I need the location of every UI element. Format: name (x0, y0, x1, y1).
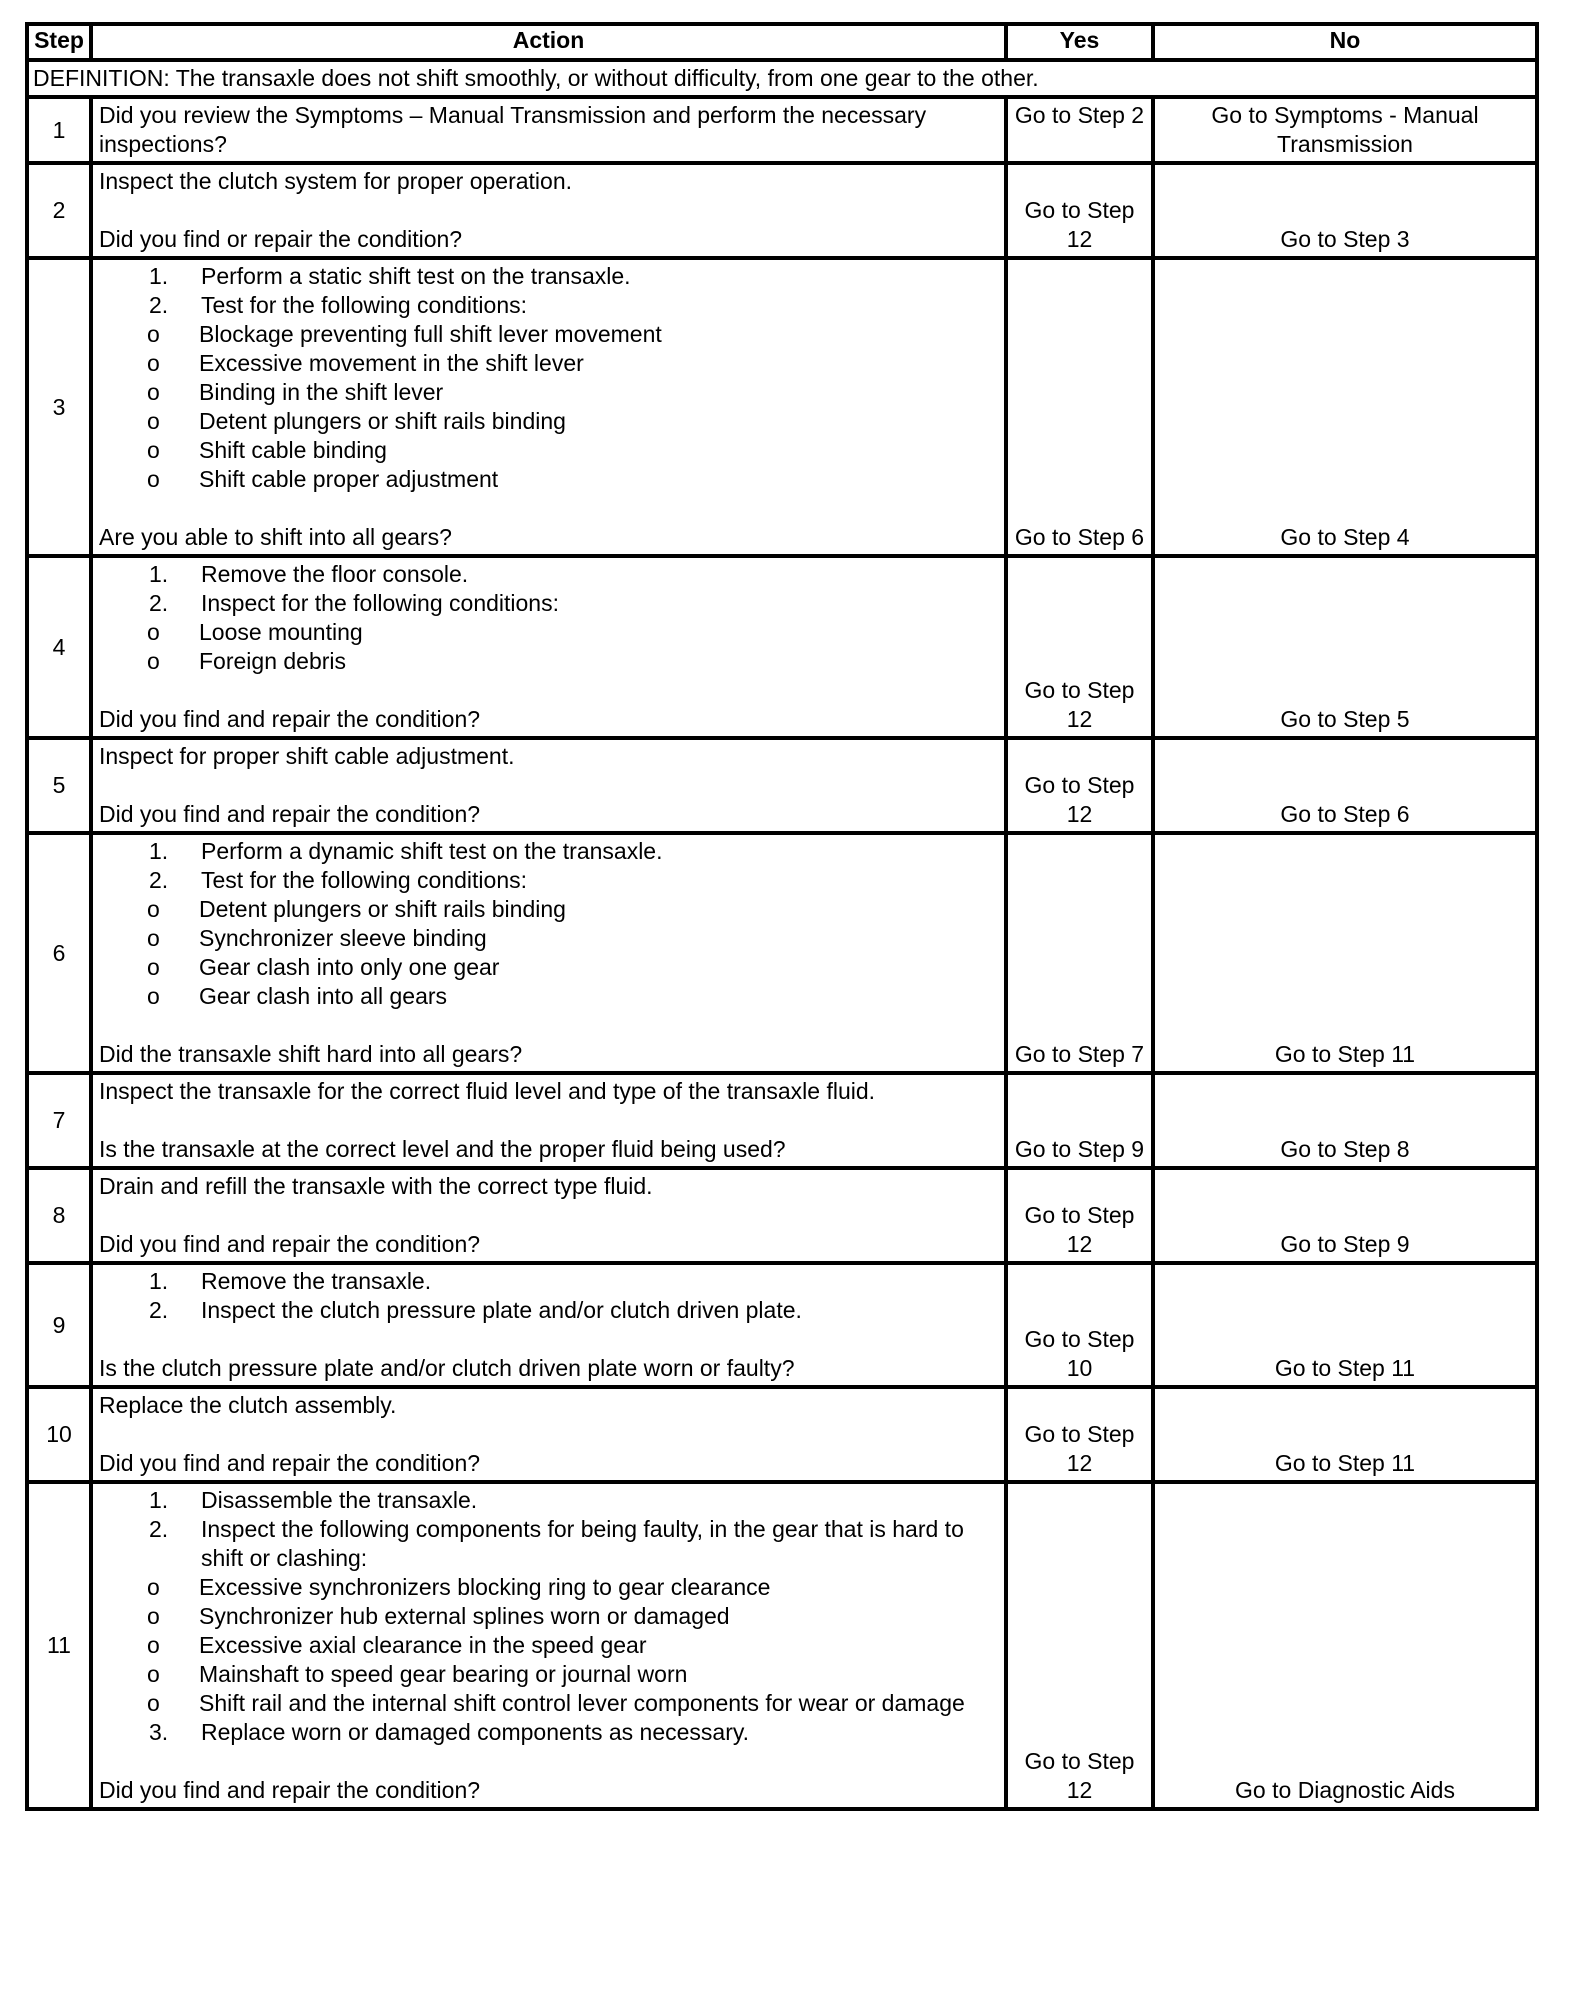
bullet-icon: o (147, 925, 160, 951)
bullet-icon: o (147, 619, 160, 645)
action-cell (91, 1073, 1006, 1168)
condition-list (99, 1573, 998, 1718)
table-row (27, 1263, 1537, 1387)
condition-item (99, 618, 998, 647)
action-question: Did you find and repair the condition? (99, 1231, 481, 1257)
header-yes: Yes (1006, 24, 1153, 60)
no-outcome: Go to Step 4 (1153, 258, 1537, 556)
condition-item (99, 1660, 998, 1689)
action-instruction: Drain and refill the transaxle with the correct type fluid. (99, 1173, 653, 1199)
action-instruction: Did you review the Symptoms – Manual Transmission and perform the necessary inspections? (99, 102, 927, 157)
bullet-icon: o (147, 1603, 160, 1629)
condition-item (99, 982, 998, 1011)
step-number: 10 (27, 1387, 91, 1482)
no-outcome: Go to Symptoms - Manual Transmission (1153, 97, 1537, 163)
step-text: Disassemble the transaxle. (201, 1487, 478, 1513)
numbered-steps (99, 1486, 998, 1573)
condition-text: Mainshaft to speed gear bearing or journal worn (199, 1661, 688, 1687)
action-instruction: Replace the clutch assembly. (99, 1392, 397, 1418)
step-number: 5 (27, 738, 91, 833)
table-row (27, 556, 1537, 738)
step-text: Inspect the following components for being faulty, in the gear that is hard to shift or clashing: (201, 1516, 964, 1571)
diagnostic-table-container (25, 22, 1535, 1811)
header-step: Step (27, 24, 91, 60)
step-number: 11 (27, 1482, 91, 1809)
spacer (99, 1106, 998, 1135)
action-cell (91, 1263, 1006, 1387)
action-instruction: Inspect the transaxle for the correct fluid level and type of the transaxle fluid. (99, 1078, 876, 1104)
condition-item (99, 320, 998, 349)
table-row (27, 1387, 1537, 1482)
numbered-steps (99, 1267, 998, 1325)
table-row (27, 1168, 1537, 1263)
header-row (27, 24, 1537, 60)
step-marker: 3. (149, 1719, 169, 1745)
condition-text: Binding in the shift lever (199, 379, 444, 405)
no-outcome: Go to Step 11 (1153, 1263, 1537, 1387)
action-cell (91, 97, 1006, 163)
spacer (99, 1420, 998, 1449)
numbered-step (99, 837, 998, 866)
bullet-icon: o (147, 954, 160, 980)
table-row (27, 163, 1537, 258)
action-instruction: Inspect the clutch system for proper operation. (99, 168, 573, 194)
step-marker: 1. (149, 1487, 169, 1513)
no-outcome: Go to Diagnostic Aids (1153, 1482, 1537, 1809)
spacer (99, 676, 998, 705)
step-text: Perform a static shift test on the transaxle. (201, 263, 631, 289)
condition-text: Excessive movement in the shift lever (199, 350, 584, 376)
bullet-icon: o (147, 1632, 160, 1658)
condition-item (99, 895, 998, 924)
condition-item (99, 465, 998, 494)
yes-outcome: Go to Step 12 (1006, 1168, 1153, 1263)
step-marker: 2. (149, 292, 169, 318)
step-text: Remove the transaxle. (201, 1268, 432, 1294)
step-text: Inspect for the following conditions: (201, 590, 559, 616)
condition-item (99, 349, 998, 378)
table-row (27, 258, 1537, 556)
yes-outcome: Go to Step 12 (1006, 556, 1153, 738)
action-question: Did the transaxle shift hard into all gears? (99, 1041, 523, 1067)
table-row (27, 1482, 1537, 1809)
condition-text: Synchronizer hub external splines worn or damaged (199, 1603, 730, 1629)
numbered-step (99, 1267, 998, 1296)
header-action: Action (91, 24, 1006, 60)
table-row (27, 833, 1537, 1073)
no-outcome: Go to Step 11 (1153, 833, 1537, 1073)
step-marker: 2. (149, 867, 169, 893)
step-marker: 2. (149, 1297, 169, 1323)
action-cell (91, 163, 1006, 258)
action-question: Did you find or repair the condition? (99, 226, 463, 252)
table-row (27, 738, 1537, 833)
action-cell (91, 258, 1006, 556)
condition-list (99, 895, 998, 1011)
condition-text: Gear clash into only one gear (199, 954, 500, 980)
bullet-icon: o (147, 1574, 160, 1600)
numbered-step (99, 1515, 998, 1573)
yes-outcome: Go to Step 12 (1006, 163, 1153, 258)
condition-text: Blockage preventing full shift lever movement (199, 321, 662, 347)
yes-outcome: Go to Step 6 (1006, 258, 1153, 556)
yes-outcome: Go to Step 7 (1006, 833, 1153, 1073)
step-number: 1 (27, 97, 91, 163)
bullet-icon: o (147, 350, 160, 376)
step-text: Test for the following conditions: (201, 867, 528, 893)
yes-outcome: Go to Step 12 (1006, 1387, 1153, 1482)
step-text: Test for the following conditions: (201, 292, 528, 318)
definition-text: DEFINITION: The transaxle does not shift smoothly, or without difficulty, from one gear to the other. (27, 60, 1537, 97)
numbered-step (99, 1718, 998, 1747)
step-number: 3 (27, 258, 91, 556)
condition-text: Detent plungers or shift rails binding (199, 896, 566, 922)
no-outcome: Go to Step 5 (1153, 556, 1537, 738)
spacer (99, 1325, 998, 1354)
condition-list (99, 320, 998, 494)
step-marker: 1. (149, 1268, 169, 1294)
action-question: Is the transaxle at the correct level and the proper fluid being used? (99, 1136, 786, 1162)
condition-text: Excessive synchronizers blocking ring to gear clearance (199, 1574, 771, 1600)
action-cell (91, 1168, 1006, 1263)
condition-text: Shift cable binding (199, 437, 387, 463)
action-cell (91, 556, 1006, 738)
spacer (99, 494, 998, 523)
table-row (27, 1073, 1537, 1168)
step-text: Remove the floor console. (201, 561, 469, 587)
action-question: Did you find and repair the condition? (99, 706, 481, 732)
spacer (99, 196, 998, 225)
numbered-steps (99, 560, 998, 618)
yes-outcome: Go to Step 12 (1006, 738, 1153, 833)
numbered-steps (99, 262, 998, 320)
action-cell (91, 1482, 1006, 1809)
condition-item (99, 378, 998, 407)
step-marker: 2. (149, 1516, 169, 1542)
condition-item (99, 1573, 998, 1602)
condition-text: Shift rail and the internal shift control lever components for wear or damage (199, 1690, 965, 1716)
step-number: 9 (27, 1263, 91, 1387)
bullet-icon: o (147, 466, 160, 492)
numbered-step (99, 291, 998, 320)
condition-text: Foreign debris (199, 648, 347, 674)
action-question: Are you able to shift into all gears? (99, 524, 452, 550)
action-question: Did you find and repair the condition? (99, 1777, 481, 1803)
step-number: 4 (27, 556, 91, 738)
bullet-icon: o (147, 896, 160, 922)
step-marker: 2. (149, 590, 169, 616)
header-no: No (1153, 24, 1537, 60)
condition-text: Gear clash into all gears (199, 983, 448, 1009)
step-text: Perform a dynamic shift test on the transaxle. (201, 838, 663, 864)
action-question: Did you find and repair the condition? (99, 1450, 481, 1476)
action-instruction: Inspect for proper shift cable adjustment. (99, 743, 515, 769)
condition-item (99, 1689, 998, 1718)
yes-outcome: Go to Step 9 (1006, 1073, 1153, 1168)
numbered-steps (99, 1718, 998, 1747)
numbered-step (99, 262, 998, 291)
condition-text: Excessive axial clearance in the speed gear (199, 1632, 647, 1658)
step-text: Replace worn or damaged components as necessary. (201, 1719, 750, 1745)
yes-outcome: Go to Step 12 (1006, 1482, 1153, 1809)
no-outcome: Go to Step 3 (1153, 163, 1537, 258)
step-marker: 1. (149, 561, 169, 587)
step-number: 7 (27, 1073, 91, 1168)
spacer (99, 1747, 998, 1776)
condition-item (99, 647, 998, 676)
bullet-icon: o (147, 437, 160, 463)
spacer (99, 771, 998, 800)
definition-row (27, 60, 1537, 97)
action-question: Did you find and repair the condition? (99, 801, 481, 827)
condition-text: Loose mounting (199, 619, 363, 645)
numbered-step (99, 866, 998, 895)
bullet-icon: o (147, 408, 160, 434)
action-question: Is the clutch pressure plate and/or clutch driven plate worn or faulty? (99, 1355, 795, 1381)
condition-text: Shift cable proper adjustment (199, 466, 499, 492)
action-cell (91, 833, 1006, 1073)
no-outcome: Go to Step 9 (1153, 1168, 1537, 1263)
numbered-step (99, 560, 998, 589)
yes-outcome: Go to Step 2 (1006, 97, 1153, 163)
step-number: 6 (27, 833, 91, 1073)
condition-text: Detent plungers or shift rails binding (199, 408, 566, 434)
action-cell (91, 738, 1006, 833)
bullet-icon: o (147, 648, 160, 674)
bullet-icon: o (147, 1661, 160, 1687)
bullet-icon: o (147, 1690, 160, 1716)
condition-item (99, 436, 998, 465)
step-number: 8 (27, 1168, 91, 1263)
bullet-icon: o (147, 321, 160, 347)
condition-item (99, 1602, 998, 1631)
condition-item (99, 953, 998, 982)
no-outcome: Go to Step 11 (1153, 1387, 1537, 1482)
numbered-step (99, 1486, 998, 1515)
bullet-icon: o (147, 379, 160, 405)
bullet-icon: o (147, 983, 160, 1009)
condition-item (99, 924, 998, 953)
step-text: Inspect the clutch pressure plate and/or clutch driven plate. (201, 1297, 802, 1323)
step-number: 2 (27, 163, 91, 258)
numbered-step (99, 1296, 998, 1325)
step-marker: 1. (149, 263, 169, 289)
spacer (99, 1011, 998, 1040)
yes-outcome: Go to Step 10 (1006, 1263, 1153, 1387)
condition-item (99, 1631, 998, 1660)
no-outcome: Go to Step 8 (1153, 1073, 1537, 1168)
step-marker: 1. (149, 838, 169, 864)
condition-item (99, 407, 998, 436)
condition-list (99, 618, 998, 676)
numbered-step (99, 589, 998, 618)
condition-text: Synchronizer sleeve binding (199, 925, 487, 951)
table-row (27, 97, 1537, 163)
numbered-steps (99, 837, 998, 895)
no-outcome: Go to Step 6 (1153, 738, 1537, 833)
spacer (99, 1201, 998, 1230)
diagnostic-table (25, 22, 1539, 1811)
action-cell (91, 1387, 1006, 1482)
